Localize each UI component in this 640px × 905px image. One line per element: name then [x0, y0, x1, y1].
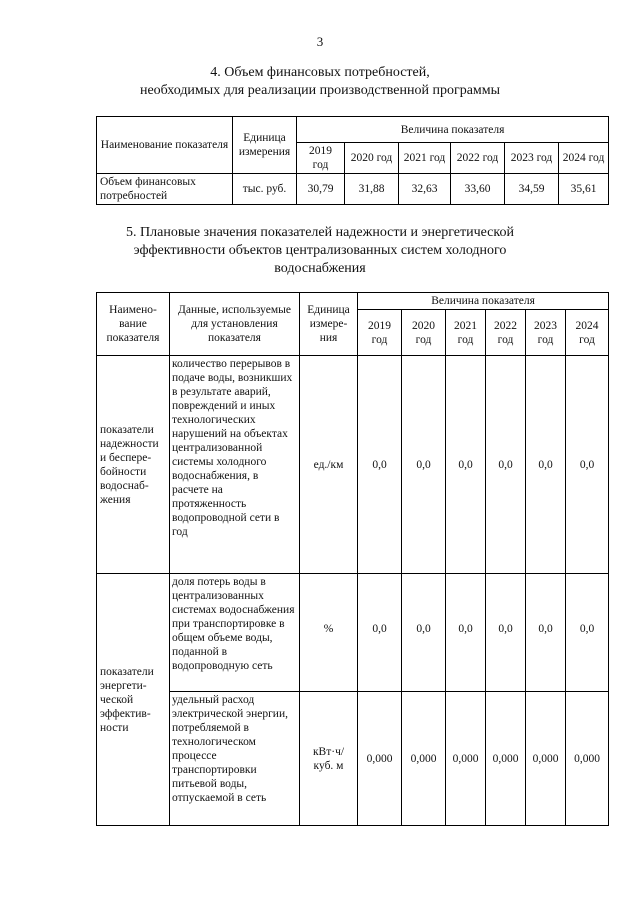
section5-heading: [0, 224, 640, 278]
table-row: [97, 574, 609, 692]
value-cell: 0,000: [358, 692, 402, 826]
financial-needs-table: [96, 116, 609, 205]
value-cell: 0,000: [402, 692, 446, 826]
year-header: 2024 год: [559, 143, 609, 174]
row-unit: ед./км: [300, 356, 358, 574]
section5-title-line3: водоснабжения: [274, 261, 366, 276]
header-unit: Единица измерения: [233, 117, 297, 174]
year-header: 2024 год: [566, 310, 609, 356]
year-header: 2023 год: [505, 143, 559, 174]
header-unit: Единица измере-ния: [300, 293, 358, 356]
value-cell: 31,88: [345, 174, 399, 205]
value-cell: 0,0: [566, 356, 609, 574]
value-cell: 0,0: [358, 574, 402, 692]
value-cell: 0,000: [446, 692, 486, 826]
header-value-group: Величина показателя: [297, 117, 609, 143]
year-header: 2022 год: [486, 310, 526, 356]
section4-heading: [0, 64, 640, 100]
row-group-efficiency: показатели энергети-ческой эффектив-ности: [97, 574, 170, 826]
year-header: 2021 год: [399, 143, 451, 174]
value-cell: 30,79: [297, 174, 345, 205]
row-unit: %: [300, 574, 358, 692]
row-data-description: доля потерь воды в централизованных системах водоснабжения при транспортировке в общем объеме воды, поданной в водопроводную сеть: [170, 574, 300, 692]
row-data-description: удельный расход электрической энергии, потребляемой в технологическом процессе транспортировки питьевой воды, отпускаемой в сеть: [170, 692, 300, 826]
year-header: 2022 год: [451, 143, 505, 174]
header-indicator-name: Наименование показателя: [97, 117, 233, 174]
page-number: 3: [316, 34, 324, 49]
year-header: 2020 год: [402, 310, 446, 356]
year-header: 2019 год: [297, 143, 345, 174]
year-header: 2019 год: [358, 310, 402, 356]
table-row: [97, 356, 609, 574]
value-cell: 32,63: [399, 174, 451, 205]
value-cell: 35,61: [559, 174, 609, 205]
section5-title-line2: эффективности объектов централизованных систем холодного: [133, 243, 507, 258]
value-cell: 0,0: [566, 574, 609, 692]
row-data-description: количество перерывов в подаче воды, возникших в результате аварий, повреждений и иных технологических нарушений на объектах централизованной системы холодного водоснабжения, в расчете на протяженность водопроводной сети в год: [170, 356, 300, 574]
value-cell: 0,0: [526, 356, 566, 574]
section4-title-line1: 4. Объем финансовых потребностей,: [210, 65, 430, 80]
value-cell: 34,59: [505, 174, 559, 205]
value-cell: 0,0: [486, 574, 526, 692]
year-header: 2023 год: [526, 310, 566, 356]
value-cell: 33,60: [451, 174, 505, 205]
table-row: [97, 692, 609, 826]
value-cell: 0,0: [402, 574, 446, 692]
year-header: 2020 год: [345, 143, 399, 174]
value-cell: 0,0: [526, 574, 566, 692]
value-cell: 0,0: [446, 356, 486, 574]
value-cell: 0,000: [566, 692, 609, 826]
row-group-reliability: показатели надежности и беспере-бойности водоснаб-жения: [97, 356, 170, 574]
table-row: [97, 174, 609, 205]
value-cell: 0,000: [526, 692, 566, 826]
section4-title-line2: необходимых для реализации производственной программы: [139, 83, 501, 98]
year-header: 2021 год: [446, 310, 486, 356]
row-unit: кВт·ч/ куб. м: [300, 692, 358, 826]
header-value-group: Величина показателя: [358, 293, 609, 310]
value-cell: 0,0: [446, 574, 486, 692]
value-cell: 0,0: [486, 356, 526, 574]
value-cell: 0,0: [402, 356, 446, 574]
row-indicator-name: Объем финансовых потребностей: [97, 174, 233, 205]
row-unit: тыс. руб.: [233, 174, 297, 205]
value-cell: 0,000: [486, 692, 526, 826]
header-indicator-name: Наимено-вание показателя: [97, 293, 170, 356]
section5-title-line1: 5. Плановые значения показателей надежности и энергетической: [126, 225, 514, 240]
reliability-efficiency-table: [96, 292, 609, 826]
header-data-used: Данные, используемые для установления показателя: [170, 293, 300, 356]
value-cell: 0,0: [358, 356, 402, 574]
